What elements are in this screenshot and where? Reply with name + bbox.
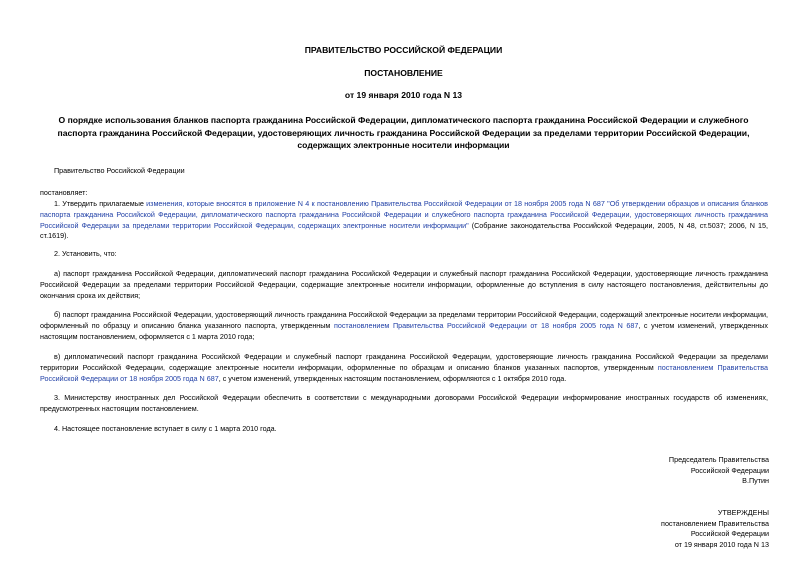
item-2c-text-a: в) дипломатический паспорт гражданина Российской Федерации и служебный паспорт гражданина Российской Федерации, удостоверяющие личность гражданина Российской Федерации за пределами территории Российской Федерации, содержащие электронные носители информации, оформленные по образцам и описанию бланков указанных паспортов, утвержденным	[40, 352, 768, 372]
approved-block	[509, 508, 769, 550]
document-date: от 19 января 2010 года N 13	[344, 90, 463, 100]
item-2a: а) паспорт гражданина Российской Федерации, дипломатический паспорт гражданина Российской Федерации и служебный паспорт гражданина Российской Федерации, удостоверяющие личность гражданина Российской Федерации за пределами территории Российской Федерации, содержащие электронные носители информации, оформленные до вступления в силу настоящего постановления, действительны до окончания срока их действия;	[40, 269, 768, 300]
approved-line-3: Российской Федерации	[690, 529, 769, 539]
approved-line-1: УТВЕРЖДЕНЫ	[717, 508, 769, 517]
approved-line-4: от 19 января 2010 года N 13	[674, 539, 769, 549]
signature-line-1: Председатель Правительства	[668, 455, 769, 464]
item-1-link[interactable]: изменения, которые вносятся в приложение N 4 к постановлению Правительства Российской Федерации от 18 ноября 2005 года N 687 "Об утверждении образцов и описания бланков паспорта гражданина Российской Федерации, дипломатического паспорта гражданина Российской Федерации и служебного паспорта гражданина Российской Федерации, удостоверяющих личность гражданина Российской Федерации за пределами территории Российской Федерации, содержащих электронные носители информации"	[40, 199, 768, 230]
item-1-text-b: (Собрание законодательства Российской Федерации, 2005, N 48, ст.5037; 2006, N 15, ст.1619).	[40, 220, 768, 241]
decides-text: постановляет:	[40, 188, 88, 197]
approved-line-2: постановлением Правительства	[661, 518, 769, 528]
item-2b	[40, 310, 768, 342]
item-2b-link[interactable]: постановлением Правительства Российской Федерации от 18 ноября 2005 года N 687	[333, 320, 639, 330]
item-4: 4. Настоящее постановление вступает в силу с 1 марта 2010 года.	[54, 424, 277, 433]
signature-line-2: Российской Федерации	[690, 465, 769, 475]
gov-name: Правительство Российской Федерации	[54, 166, 185, 175]
document-type: ПОСТАНОВЛЕНИЕ	[364, 68, 443, 78]
item-2c-link[interactable]: постановлением Правительства Российской Федерации от 18 ноября 2005 года N 687	[40, 362, 768, 383]
government-header: ПРАВИТЕЛЬСТВО РОССИЙСКОЙ ФЕДЕРАЦИИ	[304, 45, 503, 55]
signature-block	[509, 455, 769, 487]
signature-name: В.Путин	[742, 476, 769, 486]
item-3: 3. Министерству иностранных дел Российской Федерации обеспечить в соответствии с международными договорами Российской Федерации информирование иностранных государств об изменениях, предусмотренных настоящим постановлением.	[40, 393, 768, 413]
document-title: О порядке использования бланков паспорта гражданина Российской Федерации, дипломатического паспорта гражданина Российской Федерации и служебного паспорта гражданина Российской Федерации, удостоверяющих личность гражданина Российской Федерации за пределами территории Российской Федерации, содержащих электронные носители информации	[57, 115, 750, 150]
item-2: 2. Установить, что:	[54, 249, 117, 258]
item-2c-text-b: , с учетом изменений, утвержденных настоящим постановлением, оформляются с 1 октября 2010 года.	[218, 373, 567, 383]
item-2b-text-b: , с учетом изменений, утвержденных настоящим постановлением, оформляется с 1 марта 2010 года;	[40, 320, 769, 341]
item-1	[40, 199, 768, 242]
item-2c	[40, 352, 768, 384]
item-2b-text-a: б) паспорт гражданина Российской Федерации, удостоверяющий личность гражданина Российской Федерации за пределами территории Российской Федерации, содержащий электронные носители информации, оформленный по образцу и описанию бланка указанного паспорта, утвержденным	[40, 310, 768, 330]
item-1-text-a: 1. Утвердить прилагаемые	[54, 199, 147, 208]
